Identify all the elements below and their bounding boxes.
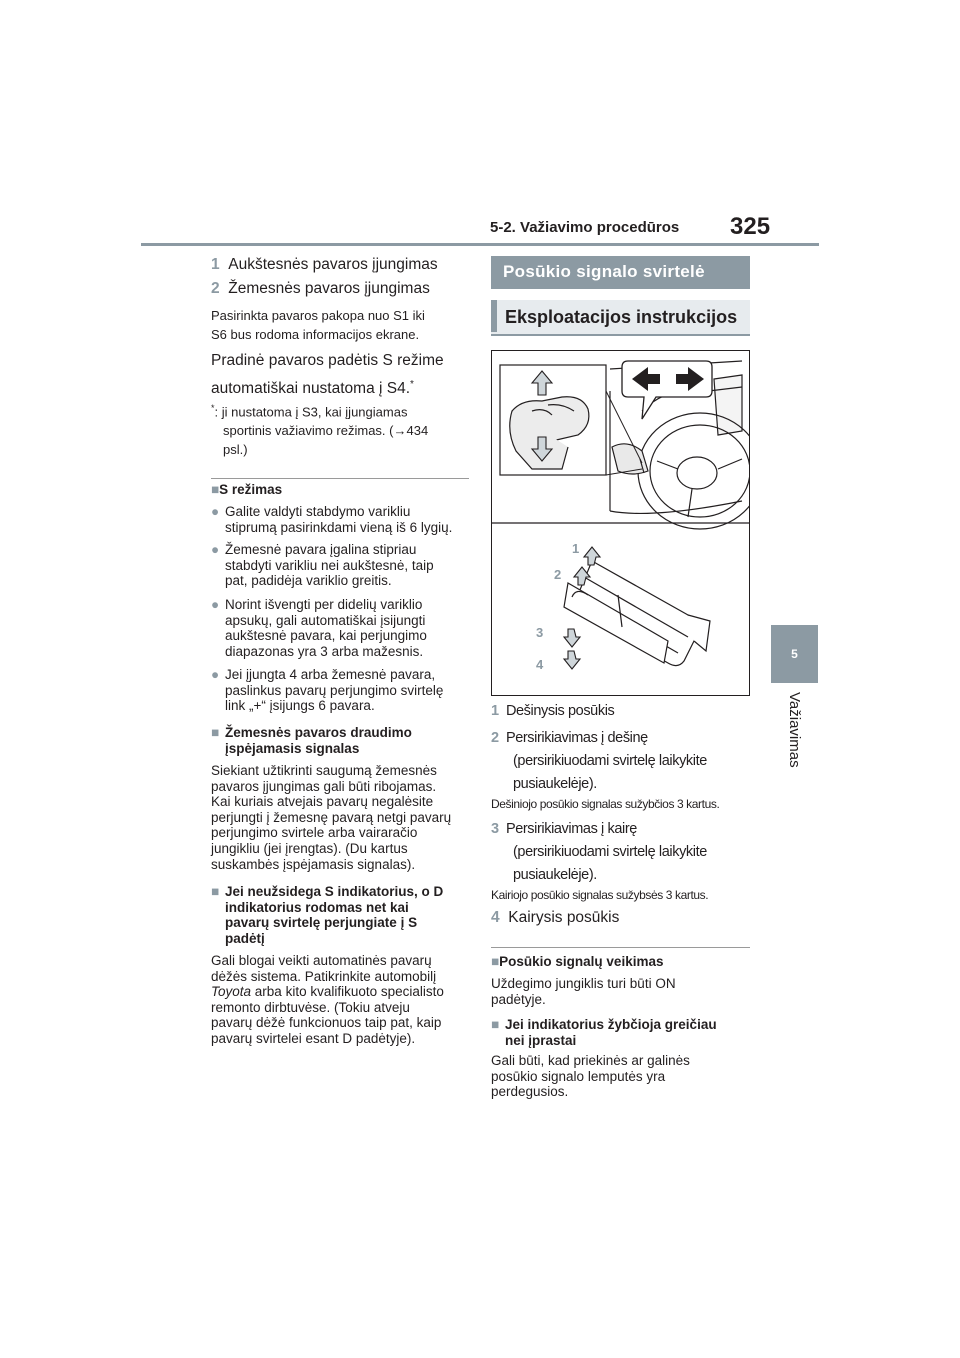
s-mode-bullet [211, 504, 471, 535]
footnote-ref: 434 [406, 423, 429, 439]
footnote-line: psl.) [223, 442, 248, 458]
text-line: dėžės sistema. Patikrinkite automobilį [211, 968, 437, 984]
text-line: Siekiant užtikrinti saugumą žemesnės [211, 763, 437, 778]
chapter-number: 5 [791, 647, 798, 661]
item-number: 1 [491, 703, 499, 719]
bullet-line: Jei įjungta 4 arba žemesnė pavara, [225, 667, 436, 682]
turn-item-2 [491, 727, 707, 796]
header-rule [141, 243, 819, 246]
item-number: 3 [491, 821, 499, 837]
bullet-line: apsukų, gali automatiškai įsijungti [225, 612, 426, 628]
text-line: posūkio signalo lemputės yra [491, 1068, 666, 1084]
note-line: Pasirinkta pavaros pakopa nuo S1 iki [211, 308, 425, 323]
banner-accent-bar [491, 300, 497, 332]
item-text: Žemesnės pavaros įjungimas [228, 280, 430, 297]
s-mode-heading [211, 482, 282, 498]
footnote [211, 399, 469, 459]
item-text: Dešinysis posūkis [505, 703, 615, 719]
operation-heading [491, 954, 663, 970]
bullet-line: aukštesnė pavara, kai perjungimo [225, 628, 427, 644]
subsection-title: Eksploatacijos instrukcijos [505, 307, 738, 327]
operation-text [491, 976, 751, 1007]
square-bullet-icon: ■ [211, 482, 220, 497]
s-mode-bullet [211, 667, 471, 714]
text-line: perjungti į žemesnę pavarą netgi pavarų [211, 809, 452, 825]
figure-label-4: 4 [536, 657, 544, 672]
item-text: Persirikiavimas į kairę [505, 821, 637, 837]
s-indicator-text [211, 953, 473, 1047]
bullet-line: Norint išvengti per didelių variklio [225, 597, 423, 612]
footnote-arrow: → [393, 423, 407, 439]
flashing-text [491, 1053, 751, 1100]
text-line: Uždegimo jungiklis turi būti ON [491, 976, 676, 991]
chapter-title-vertical [770, 692, 818, 802]
bullet-line: paslinkus pavarų perjungimo svirtelę [225, 682, 444, 698]
bullet-line: link „+“ įsijungs 6 pavara. [225, 698, 375, 714]
item-number: 4 [491, 909, 500, 926]
square-bullet-icon: ■ [211, 725, 220, 740]
text-line: pavarų dėžė funkcionuos taip pat, kaip [211, 1015, 442, 1031]
section-title: 5-2. Važiavimo procedūros [490, 219, 680, 236]
s-mode-bullet [211, 597, 471, 659]
turn-item-4 [491, 909, 619, 927]
item-text: (persirikiuodami svirtelę laikykite [513, 844, 707, 860]
brand-name: Toyota [211, 984, 252, 1000]
gear-item-2 [211, 280, 430, 298]
bullet-dot-icon: ● [211, 667, 220, 682]
footnote-line: sportinis važiavimo režimas. ( [223, 423, 394, 439]
subsection-banner [491, 300, 750, 336]
bullet-line: Žemesnė pavara įgalina stipriau [225, 542, 417, 557]
heading-line: indikatorius rodomas net kai [225, 899, 409, 915]
turn-item-1 [491, 703, 614, 719]
heading-line: nei įprastai [505, 1032, 577, 1048]
bullet-line: pat, padidėja variklio greitis. [225, 573, 392, 589]
heading-text: Posūkio signalų veikimas [499, 954, 664, 969]
turn-signal-illustration [492, 351, 749, 695]
divider [491, 947, 750, 948]
heading-line: padėtį [225, 930, 265, 946]
right-turn-note: Dešiniojo posūkio signalas sužybčios 3 kartus. [491, 797, 720, 811]
bullet-dot-icon: ● [211, 504, 220, 519]
item-text: Persirikiavimas į dešinę [505, 730, 648, 746]
text-line: Gali blogai veikti automatinės pavarų [211, 953, 432, 968]
downshift-heading [211, 725, 471, 756]
footnote-asterisk: * [211, 403, 215, 413]
direction-bubble [622, 361, 712, 419]
figure-label-2: 2 [554, 567, 562, 582]
bullet-line: Galite valdyti stabdymo varikliu [225, 504, 411, 519]
item-text: Kairysis posūkis [508, 909, 620, 926]
gear-item-1 [211, 256, 438, 274]
text-line: pavaros įjungimas gali būti ribojamas. [211, 778, 437, 794]
section-banner: Posūkio signalo svirtelė [491, 256, 750, 289]
left-turn-note: Kairiojo posūkio signalas sužybsės 3 kartus. [491, 888, 709, 902]
heading-line: Jei indikatorius žybčioja greičiau [505, 1017, 717, 1032]
text-line: arba kito kvalifikuoto specialisto [251, 984, 444, 1000]
footnote-line: : ji nustatoma į S3, kai įjungiamas [214, 404, 408, 420]
heading-text: S režimas [219, 482, 283, 497]
heading-line: Jei neužsidega S indikatorius, o D [225, 884, 444, 899]
page-number: 325 [730, 213, 771, 240]
text-line: perjungimo svirtele arba vairaračio [211, 825, 418, 841]
bullet-dot-icon: ● [211, 542, 220, 557]
item-number: 2 [211, 280, 220, 297]
asterisk-mark: * [410, 379, 414, 390]
item-text: pusiaukelėje). [513, 776, 597, 792]
item-number: 2 [491, 730, 499, 746]
initial-line: Pradinė pavaros padėtis S režime [211, 352, 444, 369]
item-text: Aukštesnės pavaros įjungimas [228, 256, 438, 273]
item-text: (persirikiuodami svirtelę laikykite [513, 753, 707, 769]
heading-line: pavarų svirtelę perjungiate į S [225, 915, 418, 931]
s-mode-bullet [211, 542, 471, 589]
figure-label-1: 1 [572, 541, 580, 556]
text-line: Gali būti, kad priekinės ar galinės [491, 1053, 690, 1068]
s-indicator-heading [211, 884, 473, 946]
text-line: padėtyje. [491, 991, 546, 1007]
heading-line: įspėjamasis signalas [225, 740, 360, 756]
bullet-line: stiprumą pasirinkdami vieną iš 6 lygių. [225, 519, 453, 535]
figure-label-3: 3 [536, 625, 544, 640]
bullet-line: diapazonas yra 3 arba mažesnis. [225, 643, 424, 659]
turn-item-3 [491, 818, 707, 887]
text-line: suskambės įspėjamasis signalas). [211, 856, 416, 872]
downshift-text [211, 763, 473, 872]
flashing-heading [491, 1017, 753, 1048]
chapter-title: Važiavimas [786, 692, 803, 768]
bullet-line: stabdyti varikliu nei aukštesnė, taip [225, 557, 434, 573]
heading-line: Žemesnės pavaros draudimo [225, 725, 412, 740]
bullet-dot-icon: ● [211, 597, 220, 612]
text-line: jungikliu (jei įrengtas). (Du kartus [211, 840, 408, 856]
square-bullet-icon: ■ [211, 884, 220, 899]
text-line: pavarų svirtelei esant D padėtyje). [211, 1030, 416, 1046]
gear-note [211, 306, 469, 344]
text-line: Kai kuriais atvejais pavarų negalėsite [211, 794, 434, 810]
square-bullet-icon: ■ [491, 954, 500, 969]
divider [211, 478, 469, 479]
note-line: S6 bus rodoma informacijos ekrane. [211, 327, 420, 342]
chapter-tab [771, 625, 818, 683]
turn-signal-figure [491, 350, 750, 696]
square-bullet-icon: ■ [491, 1017, 500, 1032]
text-line: perdegusios. [491, 1084, 569, 1100]
initial-gear-text [211, 349, 469, 401]
initial-line: automatiškai nustatoma į S4. [211, 380, 411, 398]
item-text: pusiaukelėje). [513, 867, 597, 883]
item-number: 1 [211, 256, 220, 273]
text-line: remonto dirbtuvėse. (Tokiu atveju [211, 999, 410, 1015]
